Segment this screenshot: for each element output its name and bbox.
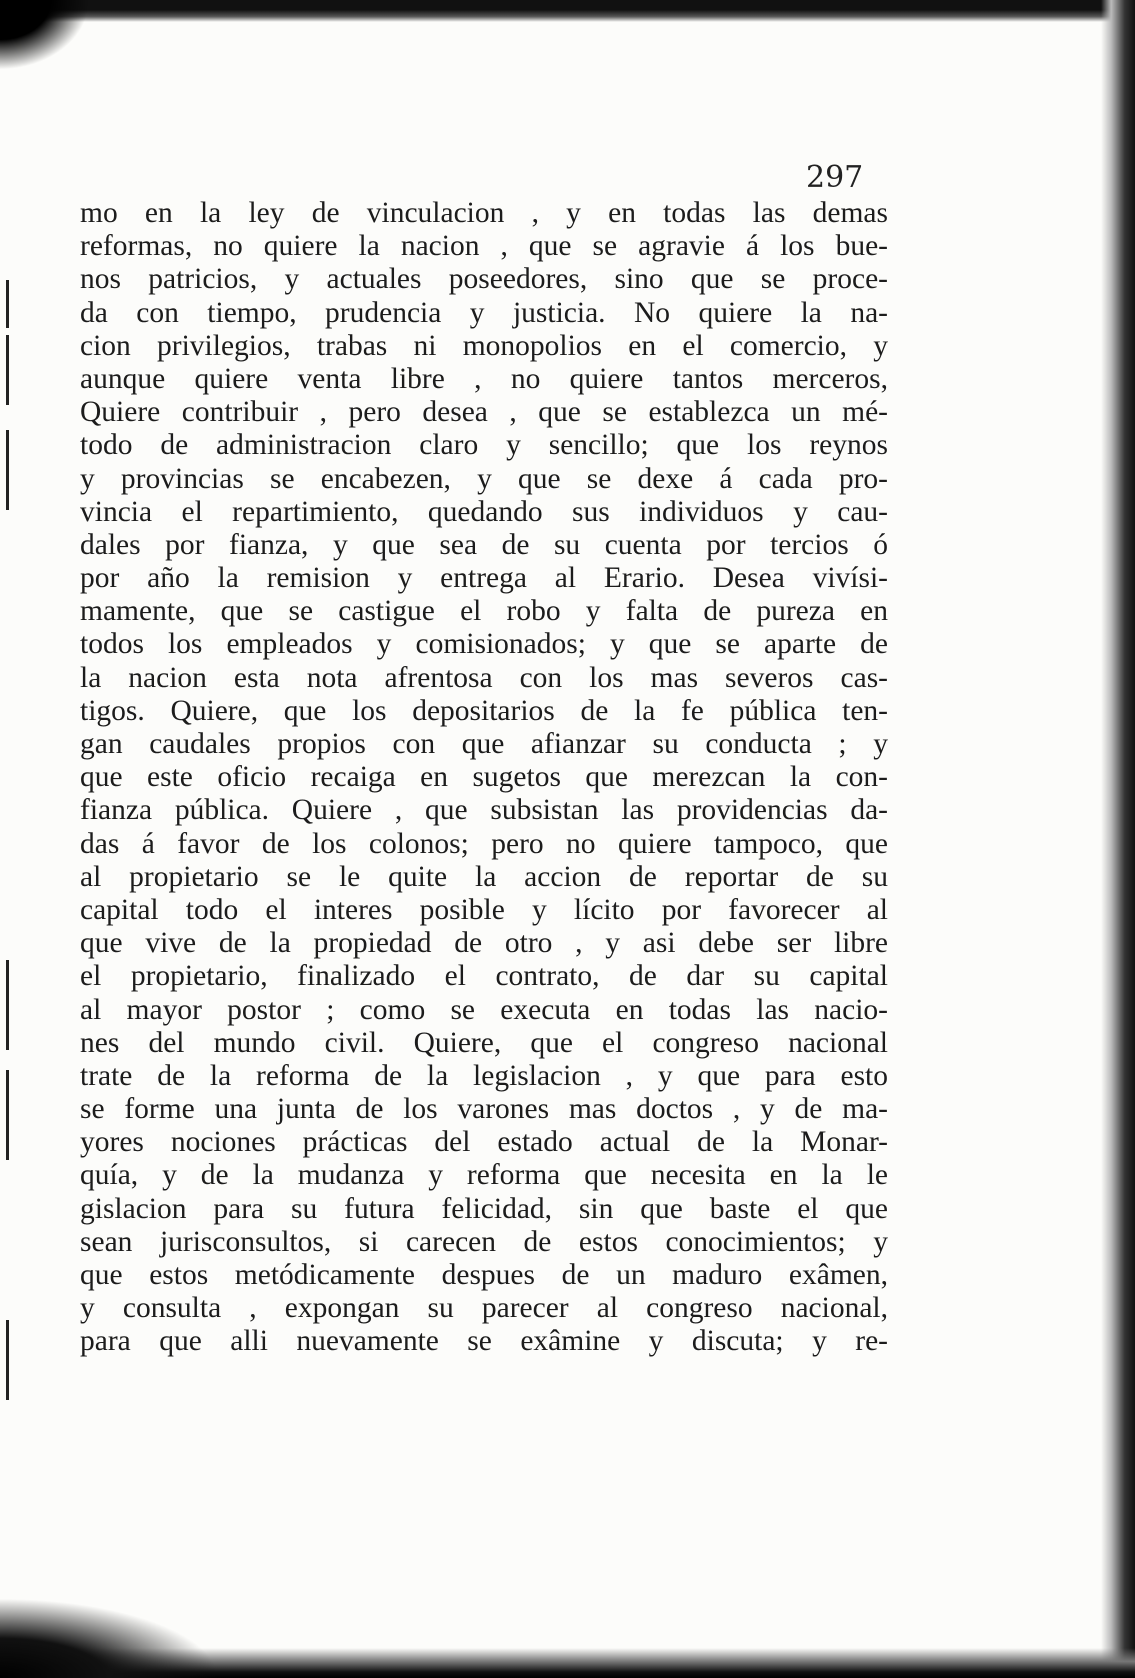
scan-edge-right — [1101, 0, 1135, 1678]
text-line: para que alli nuevamente se exâmine y discuta; y re- — [80, 1325, 888, 1358]
text-line: se forme una junta de los varones mas doctos , y de ma- — [80, 1093, 888, 1126]
margin-mark — [6, 960, 9, 1050]
text-line: dales por fianza, y que sea de su cuenta por tercios ó — [80, 528, 888, 561]
text-line: Quiere contribuir , pero desea , que se establezca un mé- — [80, 396, 888, 429]
text-line: da con tiempo, prudencia y justicia. No quiere la na- — [80, 296, 888, 329]
margin-mark — [6, 1070, 9, 1160]
text-line: quía, y de la mudanza y reforma que necesita en la le — [80, 1159, 888, 1192]
text-line: el propietario, finalizado el contrato, de dar su capital — [80, 960, 888, 993]
text-line: que vive de la propiedad de otro , y asi debe ser libre — [80, 927, 888, 960]
text-line: todos los empleados y comisionados; y que se aparte de — [80, 628, 888, 661]
body-text — [80, 197, 888, 1359]
text-line: gislacion para su futura felicidad, sin que baste el que — [80, 1192, 888, 1225]
text-line: y provincias se encabezen, y que se dexe á cada pro- — [80, 462, 888, 495]
text-line: trate de la reforma de la legislacion , y que para esto — [80, 1059, 888, 1092]
text-line: nos patricios, y actuales poseedores, sino que se proce- — [80, 263, 888, 296]
scan-edge-top — [0, 0, 1135, 22]
text-line: fianza pública. Quiere , que subsistan las providencias da- — [80, 794, 888, 827]
text-line: das á favor de los colonos; pero no quiere tampoco, que — [80, 827, 888, 860]
text-line: capital todo el interes posible y lícito por favorecer al — [80, 893, 888, 926]
text-line: vincia el repartimiento, quedando sus individuos y cau- — [80, 495, 888, 528]
page-number: 297 — [806, 160, 864, 195]
text-line: mo en la ley de vinculacion , y en todas las demas — [80, 197, 888, 229]
scan-corner-top-left — [0, 0, 90, 70]
margin-mark — [6, 1320, 9, 1400]
text-line: al propietario se le quite la accion de reportar de su — [80, 860, 888, 893]
text-line: mamente, que se castigue el robo y falta de pureza en — [80, 595, 888, 628]
margin-mark — [6, 280, 9, 328]
text-line: gan caudales propios con que afianzar su conducta ; y — [80, 728, 888, 760]
text-line: tigos. Quiere, que los depositarios de la fe pública ten- — [80, 694, 888, 727]
text-line: reformas, no quiere la nacion , que se agravie á los bue- — [80, 230, 888, 263]
text-line: por año la remision y entrega al Erario. Desea vivísi- — [80, 562, 888, 595]
text-line: sean jurisconsultos, si carecen de estos conocimientos; y — [80, 1225, 888, 1258]
text-line: y consulta , expongan su parecer al congreso nacional, — [80, 1292, 888, 1325]
text-line: yores nociones prácticas del estado actual de la Monar- — [80, 1126, 888, 1159]
text-line: nes del mundo civil. Quiere, que el congreso nacional — [80, 1026, 888, 1059]
text-line: aunque quiere venta libre , no quiere tantos merceros, — [80, 362, 888, 395]
text-line: al mayor postor ; como se executa en todas las nacio- — [80, 993, 888, 1026]
text-line: todo de administracion claro y sencillo; que los reynos — [80, 429, 888, 462]
margin-mark — [6, 335, 9, 405]
text-line: que estos metódicamente despues de un maduro exâmen, — [80, 1259, 888, 1291]
margin-mark — [6, 430, 9, 510]
text-line: cion privilegios, trabas ni monopolios en el comercio, y — [80, 329, 888, 362]
text-line: que este oficio recaiga en sugetos que merezcan la con- — [80, 761, 888, 794]
text-line: la nacion esta nota afrentosa con los mas severos cas- — [80, 661, 888, 694]
scan-corner-bottom-left — [0, 1598, 220, 1678]
